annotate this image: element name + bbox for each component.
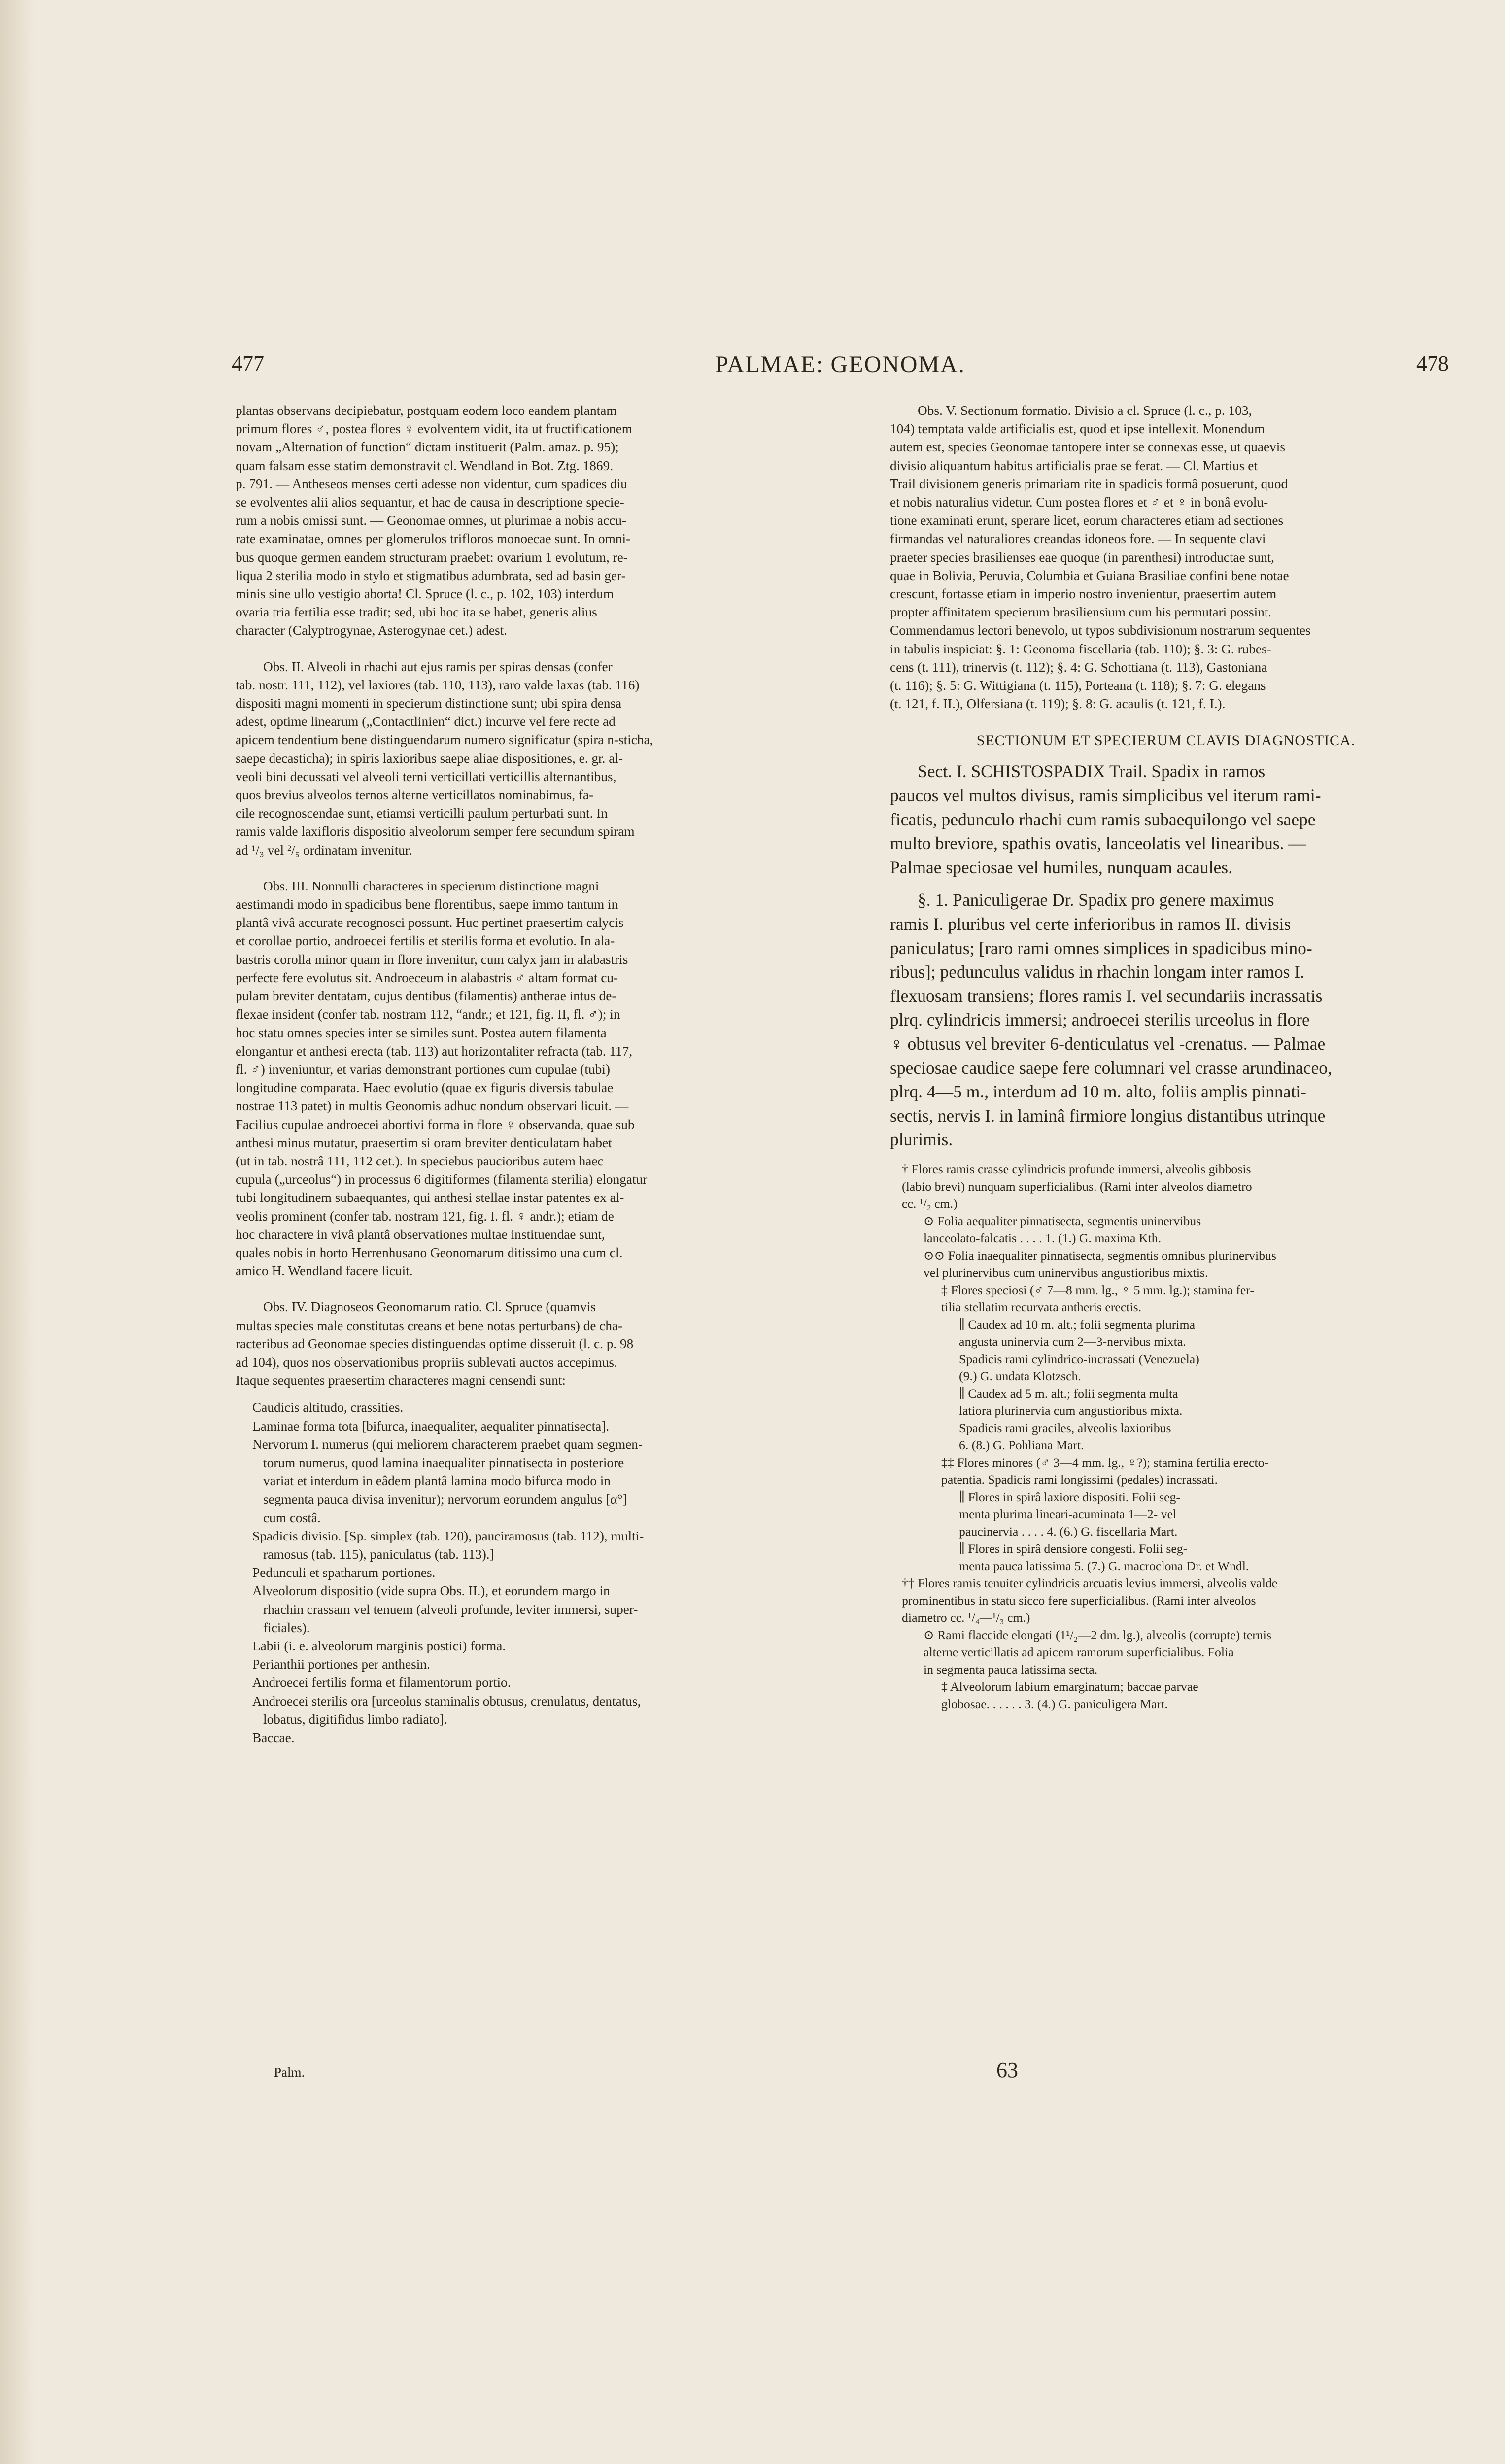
observation-5: Obs. V. Sectionum formatio. Divisio a cl. Spruce (l. c., p. 103, 104) temptata valde artificialis est, quod et ipse intellexit. Monendum autem est, species Geonomae tantopere inter se connexas esse, ut quaevis divisio aliquantum habitus artificialis prae se ferat. — Cl. Martius et Trail divisionem generis primariam rite in spadicis formâ posuerunt, quod et nobis naturalius videtur. Cum postea flores et ♂ et ♀ in bonâ evolu- tione examinati erunt, sperare licet, eorum characteres etiam ad sectiones firmandas vel naturaliores creandas idoneos fore. — In sequente clavi praeter species brasilienses eae quoque (in parenthesi) introductae sunt, quae in Bolivia, Peruvia, Columbia et Guiana Brasiliae confini bene notae crescunt, fortasse etiam in imperio nostro invenientur, praesertim autem propter affinitatem specierum brasiliensium cum his permutari possint. Commendamus lectori benevolo, ut typos subdivisionum nostrarum sequentes in tabulis inspiciat: §. 1: Geonoma fiscellaria (tab. 110); §. 3: G. rubes- cens (t. 111), trinervis (t. 112); §. 4: G. Schottiana (t. 113), Gastoniana (t. 116); §. 5: G. Wittigiana (t. 115), Porteana (t. 118); §. 7: G. elegans (t. 121, f. II.), Olfersiana (t. 119); §. 8: G. acaulis (t. 121, f. I.). (890, 403, 1311, 712)
footer-signature-label: Palm. (274, 2065, 305, 2080)
left-paragraph-1: plantas observans decipiebatur, postquam eodem loco eandem plantam primum flores ♂, postea flores ♀ evolventem vidit, ita ut fructificationem novam „Alternation of function“ dictam instituerit (Palm. amaz. p. 95); quam falsam esse statim demonstravit cl. Wendland in Bot. Ztg. 1869. p. 791. — Antheseos menses certi adesse non videntur, cum spadices diu se evolventes alii alios sequantur, et hac de causa in descriptione specie- rum a nobis omissi sunt. — Geonomae omnes, ut plurimae a nobis accu- rate examinatae, omnes per glomerulos trifloros monoecae sunt. In omni- bus quoque germen eandem structuram praebet: ovarium 1 evolutum, re- liqua 2 sterilia modo in stylo et stigmatibus adumbrata, sed ad basin ger- minis sine ullo vestigio aborta! Cl. Spruce (l. c., p. 102, 103) interdum ovaria tria fertilia esse tradit; sed, ubi hoc ita se habet, generis alius character (Calyptrogynae, Asterogynae cet.) adest. (236, 403, 633, 638)
character-item: Androecei fertilis forma et filamentorum portio. (252, 1675, 511, 1690)
character-item: Perianthii portiones per anthesin. (252, 1657, 430, 1672)
character-item: Androecei sterilis ora [urceolus staminalis obtusus, crenulatus, dentatus, lobatus, digitifidus limbo radiato]. (252, 1693, 641, 1727)
section-1-description: Sect. I. SCHISTOSPADIX Trail. Spadix in ramos paucos vel multos divisus, ramis simplicibus vel iterum rami- ficatis, pedunculo rhachi cum ramis subaequilongo vel saepe multo breviore, spathis ovatis, lanceolatis vel linearibus. — Palmae speciosae vel humiles, nunquam acaules. (890, 761, 1321, 877)
character-item: Nervorum I. numerus (qui meliorem characterem praebet quam segmen- torum numerus, quod lamina inaequaliter pinnatisecta in posteriore variat et interdum in eâdem plantâ lamina modo bifurca modo in segmenta pauca divisa invenitur); nervorum eorundem angulus [α°] cum costâ. (252, 1437, 643, 1525)
key-entry: ∥ Caudex ad 10 m. alt.; folii segmenta plurima angusta uninervia cum 2—3-nervibus mixta. Spadicis rami cylindrico-incrassati (Venezuela) (9.) G. undata Klotzsch. (959, 1317, 1199, 1383)
key-entry: ⊙⊙ Folia inaequaliter pinnatisecta, segmentis omnibus plurinervibus vel plurinervibus cum uninervibus angustioribus mixtis. (924, 1248, 1276, 1280)
page-number-left: 477 (232, 351, 264, 376)
character-item: Labii (i. e. alveolorum marginis postici) forma. (252, 1639, 506, 1653)
paragraph-1-paniculigerae: §. 1. Paniculigerae Dr. Spadix pro genere maximus ramis I. pluribus vel certe inferioribus in ramos II. divisis paniculatus; [raro rami omnes simplices in spadicibus mino- ribus]; pedunculus validus in rhachin longam inter ramos I. flexuosam transiens; flores ramis I. vel secundariis incrassatis plrq. cylindricis immersi; androecei sterilis urceolus in flore ♀ obtusus vel breviter 6-denticulatus vel -crenatus. — Palmae speciosae caudice saepe fere columnari vel crasse arundinaceo, plrq. 4—5 m., interdum ad 10 m. alto, foliis amplis pinnati- sectis, nervis I. in laminâ firmiore longius distantibus utrinque plurimis. (890, 890, 1332, 1150)
character-item: Alveolorum dispositio (vide supra Obs. II.), et eorundem margo in rhachin crassam vel tenuem (alveoli profunde, leviter immersi, super- ficiales). (252, 1583, 638, 1635)
character-item: Caudicis altitudo, crassities. (252, 1400, 404, 1415)
key-entry: ⊙ Rami flaccide elongati (1¹/₂—2 dm. lg.), alveolis (corrupte) ternis alterne verticillatis ad apicem ramorum superficialibus. Folia in segmenta pauca latissima secta. (924, 1627, 1271, 1677)
key-entry: ⊙ Folia aequaliter pinnatisecta, segmentis uninervibus lanceolato-falcatis . . . . 1. (1.) G. maxima Kth. (924, 1213, 1201, 1245)
key-entry: ∥ Caudex ad 5 m. alt.; folii segmenta multa latiora plurinervia cum angustioribus mixta. Spadicis rami graciles, alveolis laxioribus 6. (8.) G. Pohliana Mart. (959, 1386, 1183, 1452)
running-title: PALMAE: GEONOMA. (715, 351, 965, 377)
diagnostic-key (890, 1161, 1442, 1712)
running-header (232, 351, 1449, 385)
character-item: Baccae. (252, 1730, 295, 1745)
signature-mark: 63 (996, 2058, 1018, 2082)
key-entry: †† Flores ramis tenuiter cylindricis arcuatis levius immersi, alveolis valde prominentibus in statu sicco fere superficialibus. (Rami inter alveolos diametro cc. ¹/₄—¹/₃ cm.) (902, 1575, 1278, 1625)
section-title: SECTIONUM ET SPECIERUM CLAVIS DIAGNOSTICA. (976, 732, 1356, 749)
right-column (890, 402, 1442, 1712)
key-entry: ‡‡ Flores minores (♂ 3—4 mm. lg., ♀?); stamina fertilia erecto- patentia. Spadicis rami longissimi (pedales) incrassati. (941, 1455, 1269, 1487)
key-entry: † Flores ramis crasse cylindricis profunde immersi, alveolis gibbosis (labio brevi) nunquam superficialibus. (Rami inter alveolos diametro cc. ¹/₂ cm.) (902, 1162, 1252, 1211)
key-entry: ∥ Flores in spirâ laxiore dispositi. Folii seg- menta plurima lineari-acuminata 1—2- vel paucinervia . . . . 4. (6.) G. fiscellaria Mart. (959, 1489, 1181, 1539)
page-binding-edge (0, 0, 34, 2464)
key-entry: ‡ Alveolorum labium emarginatum; baccae parvae globosae. . . . . . 3. (4.) G. paniculigera Mart. (941, 1679, 1198, 1711)
observation-2: Obs. II. Alveoli in rhachi aut ejus ramis per spiras densas (confer tab. nostr. 111, 112), vel laxiores (tab. 110, 113), raro valde laxas (tab. 116) dispositi magni momenti in specierum distinctione sunt; ubi spira densa adest, optime linearum („Contactlinien“ dict.) incurve vel fere recte ad apicem tendentium bene distinguendarum numero significatur (spira n-sticha, saepe decasticha); in spiris laxioribus saepe aliae dispositiones, e. gr. al- veoli bini decussati vel alveoli terni verticillati verticillis alternantibus, quos brevius alveolos ternos alterne verticillatos nominabimus, fa- cile recognoscendae sunt, etiamsi verticilli paulum perturbati sunt. In ramis valde laxifloris dispositio alveolorum semper fere secundum spiram ad ¹/₃ vel ²/₅ ordinatam invenitur. (236, 659, 653, 857)
observation-3: Obs. III. Nonnulli characteres in specierum distinctione magni aestimandi modo in spadicibus bene florentibus, saepe immo tantum in plantâ vivâ accurate recognosci possunt. Huc pertinet praesertim calycis et corollae portio, androecei fertilis et sterilis forma et evolutio. In ala- bastris corolla minor quam in flore invenitur, cum calyx jam in alabastris perfecte fere evolutus sit. Androeceum in alabastris ♂ altam format cu- pulam breviter dentatam, cujus dentibus (filamentis) antherae intus de- flexae insident (confer tab. nostram 112, “andr.; et 121, fig. II, fl. ♂); in hoc statu omnes species inter se similes sunt. Postea autem filamenta elongantur et anthesi erecta (tab. 113) aut horizontaliter refracta (tab. 117, fl. ♂) inveniuntur, et varias demonstrant portiones cum cupulae (tubi) longitudine comparata. Haec evolutio (quae ex figuris diversis tabulae nostrae 113 patet) in multis Geonomis adhuc nondum observari licuit. — Facilius cupulae androecei abortivi forma in flore ♀ observanda, quae sub anthesi minus mutatur, praesertim si oram breviter denticulatam habet (ut in tab. nostrâ 111, 112 cet.). In speciebus paucioribus autem haec cupula („urceolus“) in processus 6 digitiformes (filamenta sterilia) elongatur tubi longitudinem subaequantes, qui anthesi stellae instar patentes ex al- veolis prominent (confer tab. nostram 121, fig. I. fl. ♀ andr.); etiam de hoc charactere in vivâ plantâ observationes multae instituendae sunt, quales nobis in horto Herrenhusano Geonomarum ditissimo una cum cl. amico H. Wendland facere licuit. (236, 878, 648, 1279)
character-list (236, 1399, 820, 1747)
page-number-right: 478 (1416, 351, 1449, 376)
character-item: Laminae forma tota [bifurca, inaequaliter, aequaliter pinnatisecta]. (252, 1418, 610, 1434)
key-entry: ∥ Flores in spirâ densiore congesti. Folii seg- menta pauca latissima 5. (7.) G. macroclona Dr. et Wndl. (959, 1541, 1249, 1573)
observation-4: Obs. IV. Diagnoseos Geonomarum ratio. Cl. Spruce (quamvis multas species male constitutas creans et bene notas perturbans) de cha- racteribus ad Geonomae species distinguendas optime disseruit (l. c. p. 98 ad 104), quos nos observationibus propriis sublevati auctos accepimus. Itaque sequentes praesertim characteres magni censendi sunt: (236, 1300, 634, 1388)
key-entry: ‡ Flores speciosi (♂ 7—8 mm. lg., ♀ 5 mm. lg.); stamina fer- tilia stellatim recurvata antheris erectis. (941, 1282, 1255, 1314)
character-item: Spadicis divisio. [Sp. simplex (tab. 120), pauciramosus (tab. 112), multi- ramosus (tab. 115), paniculatus (tab. 113).] (252, 1528, 644, 1562)
character-item: Pedunculi et spatharum portiones. (252, 1565, 436, 1580)
left-column (236, 402, 820, 1747)
